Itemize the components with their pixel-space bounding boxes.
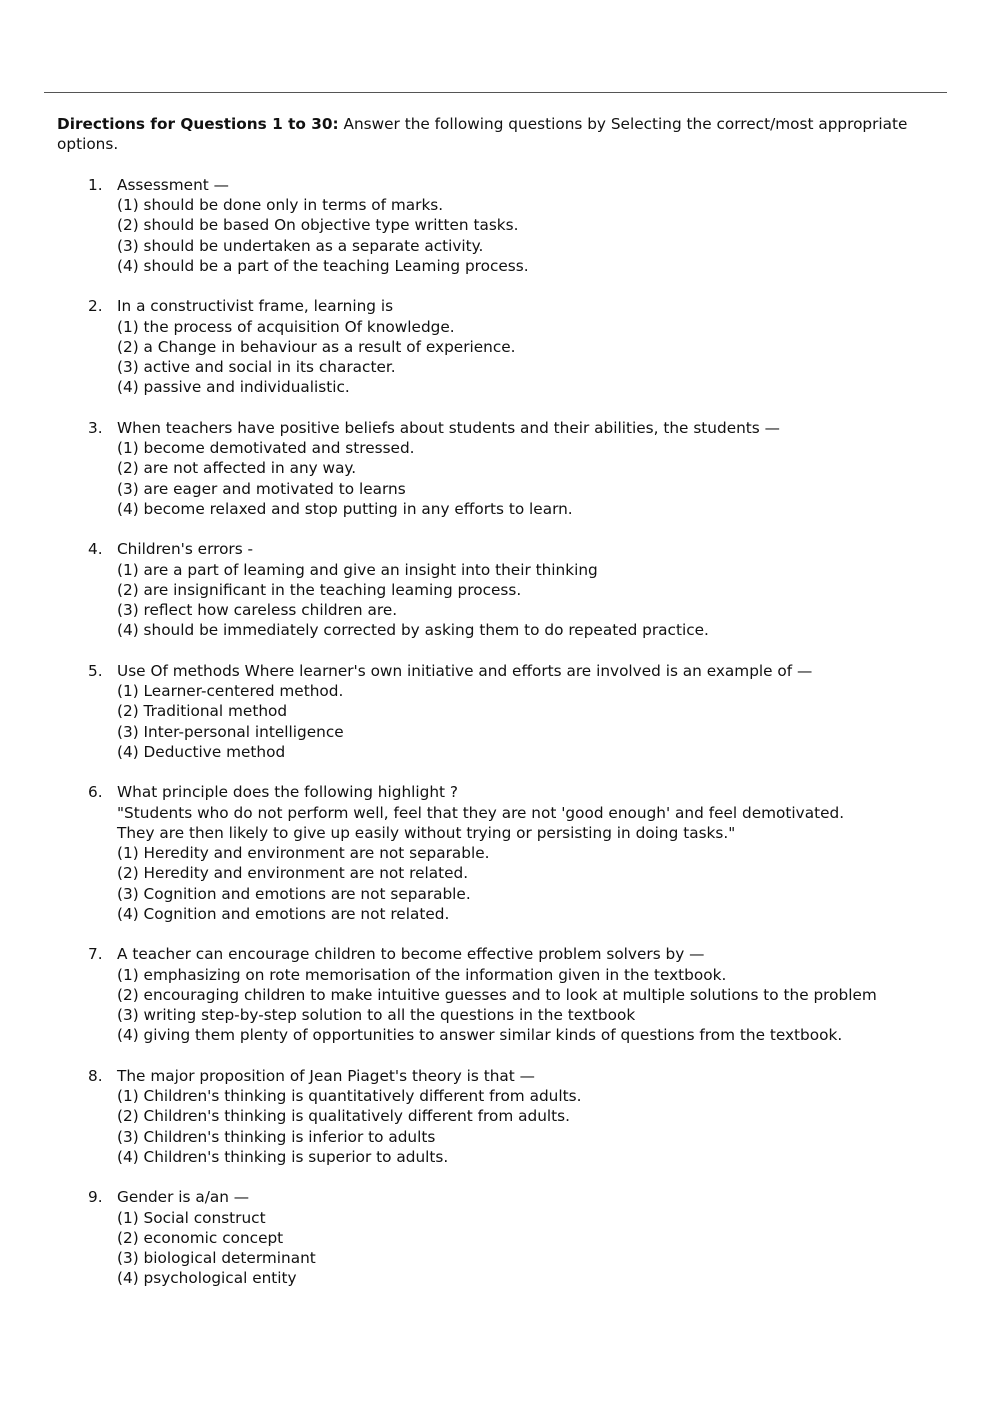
answer-option: (1) Social construct xyxy=(117,1208,266,1227)
answer-option: (4) become relaxed and stop putting in any efforts to learn. xyxy=(117,499,573,518)
question-number: 2. xyxy=(88,297,103,316)
answer-option: (1) should be done only in terms of marks. xyxy=(117,196,444,214)
question-3 xyxy=(57,418,937,519)
answer-option: (3) Inter-personal intelligence xyxy=(117,722,344,741)
answer-option: (1) Children's thinking is quantitatively different from adults. xyxy=(117,1087,582,1105)
question-stem: They are then likely to give up easily without trying or persisting in doing tasks." xyxy=(117,823,736,842)
question-number: 3. xyxy=(88,418,103,437)
question-stem: "Students who do not perform well, feel that they are not 'good enough' and feel demotivated. xyxy=(117,803,845,822)
question-stem: Assessment — xyxy=(117,175,229,194)
question-list xyxy=(57,175,937,1289)
question-number: 6. xyxy=(88,783,103,802)
answer-option: (1) the process of acquisition Of knowledge. xyxy=(117,317,455,336)
answer-option: (1) become demotivated and stressed. xyxy=(117,439,415,457)
answer-option: (3) biological determinant xyxy=(117,1249,316,1267)
answer-option: (4) Deductive method xyxy=(117,742,286,761)
answer-option: (2) Traditional method xyxy=(117,702,288,721)
question-stem: The major proposition of Jean Piaget's theory is that — xyxy=(117,1066,535,1085)
question-8 xyxy=(57,1066,937,1167)
directions-text: Answer the following questions by Selecting the correct/most appropriate options. xyxy=(57,115,908,154)
answer-option: (2) should be based On objective type written tasks. xyxy=(117,216,519,235)
answer-option: (4) should be a part of the teaching Leaming process. xyxy=(117,256,529,275)
answer-option: (2) a Change in behaviour as a result of experience. xyxy=(117,337,516,356)
question-stem: Gender is a/an — xyxy=(117,1188,250,1207)
header-rule xyxy=(44,92,947,93)
question-stem: Children's errors - xyxy=(117,540,254,559)
answer-option: (3) reflect how careless children are. xyxy=(117,601,398,619)
question-6 xyxy=(57,782,937,924)
question-number: 5. xyxy=(88,661,103,680)
answer-option: (2) economic concept xyxy=(117,1228,284,1247)
answer-option: (1) are a part of leaming and give an insight into their thinking xyxy=(117,560,598,579)
question-5 xyxy=(57,661,937,762)
answer-option: (4) Cognition and emotions are not related. xyxy=(117,904,450,923)
question-stem: A teacher can encourage children to become effective problem solvers by — xyxy=(117,945,705,964)
question-4 xyxy=(57,539,937,640)
question-number: 1. xyxy=(88,175,103,194)
question-number: 7. xyxy=(88,945,103,964)
answer-option: (4) psychological entity xyxy=(117,1269,297,1288)
question-1 xyxy=(57,175,937,276)
answer-option: (1) Heredity and environment are not separable. xyxy=(117,844,490,862)
answer-option: (2) encouraging children to make intuitive guesses and to look at multiple solutions to the problem xyxy=(117,985,877,1004)
question-stem: When teachers have positive beliefs about students and their abilities, the students — xyxy=(117,418,780,437)
answer-option: (1) Learner-centered method. xyxy=(117,682,344,700)
question-stem: What principle does the following highlight ? xyxy=(117,783,459,802)
question-number: 8. xyxy=(88,1066,103,1085)
answer-option: (3) are eager and motivated to learns xyxy=(117,479,406,498)
answer-option: (4) passive and individualistic. xyxy=(117,378,350,397)
answer-option: (3) should be undertaken as a separate activity. xyxy=(117,236,484,255)
answer-option: (2) Children's thinking is qualitatively different from adults. xyxy=(117,1107,570,1126)
document-body xyxy=(57,114,937,1309)
question-stem: In a constructivist frame, learning is xyxy=(117,297,394,316)
answer-option: (3) Children's thinking is inferior to adults xyxy=(117,1127,436,1146)
answer-option: (1) emphasizing on rote memorisation of the information given in the textbook. xyxy=(117,965,727,984)
answer-option: (3) writing step-by-step solution to all the questions in the textbook xyxy=(117,1006,636,1024)
question-2 xyxy=(57,296,937,397)
answer-option: (4) Children's thinking is superior to adults. xyxy=(117,1147,449,1166)
answer-option: (4) should be immediately corrected by asking them to do repeated practice. xyxy=(117,621,709,640)
answer-option: (3) Cognition and emotions are not separable. xyxy=(117,884,471,903)
directions-label: Directions for Questions 1 to 30: xyxy=(57,115,339,133)
question-number: 9. xyxy=(88,1188,103,1207)
question-9 xyxy=(57,1187,937,1288)
answer-option: (2) Heredity and environment are not related. xyxy=(117,864,469,883)
directions xyxy=(57,114,937,155)
answer-option: (2) are insignificant in the teaching leaming process. xyxy=(117,580,522,599)
question-number: 4. xyxy=(88,540,103,559)
answer-option: (4) giving them plenty of opportunities to answer similar kinds of questions from the textbook. xyxy=(117,1026,843,1045)
answer-option: (2) are not affected in any way. xyxy=(117,459,357,478)
question-7 xyxy=(57,944,937,1045)
answer-option: (3) active and social in its character. xyxy=(117,358,396,376)
question-stem: Use Of methods Where learner's own initiative and efforts are involved is an example of — xyxy=(117,661,813,680)
